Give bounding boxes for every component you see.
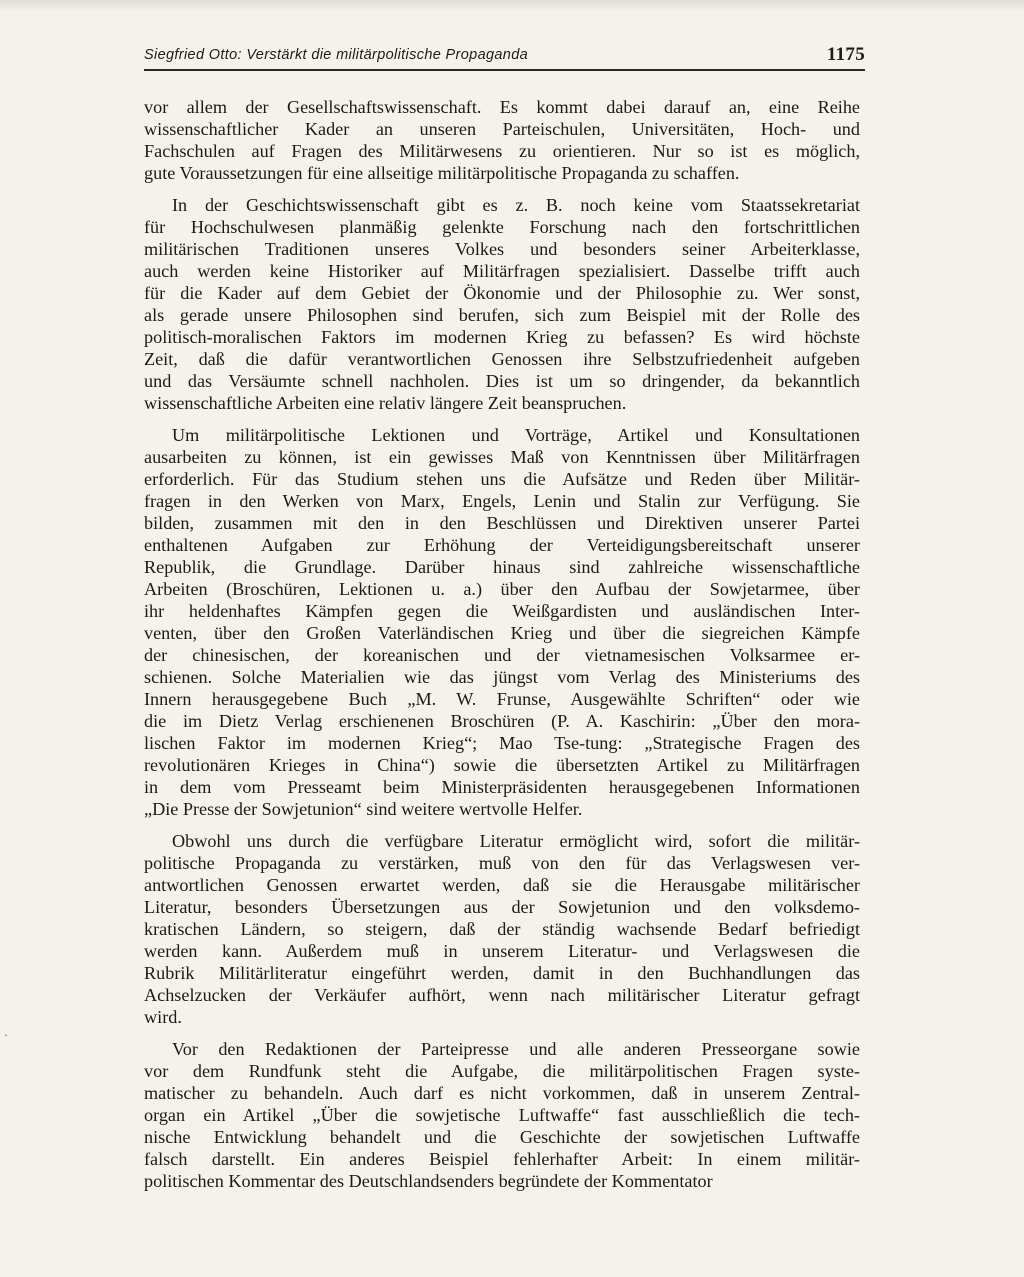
text-line: venten, über den Großen Vaterländischen Krieg und über die siegreichen Kämpfe bbox=[144, 623, 860, 643]
text-line: Fachschulen auf Fragen des Militärwesens zu orientieren. Nur so ist es möglich, bbox=[144, 141, 860, 161]
text-line: nische Entwicklung behandelt und die Geschichte der sowjetischen Luftwaffe bbox=[144, 1127, 860, 1147]
text-line: Arbeiten (Broschüren, Lektionen u. a.) über den Aufbau der Sowjetarmee, über bbox=[144, 579, 860, 599]
text-line: wissenschaftliche Arbeiten eine relativ längere Zeit beanspruchen. bbox=[144, 393, 627, 413]
text-line: „Die Presse der Sowjetunion“ sind weitere wertvolle Helfer. bbox=[144, 799, 583, 819]
margin-mark: · bbox=[4, 1028, 8, 1042]
text-line: Achselzucken der Verkäufer aufhört, wenn nach militärischer Literatur gefragt bbox=[144, 985, 860, 1005]
text-line: revolutionären Krieges in China“) sowie die übersetzten Artikel zu Militärfragen bbox=[144, 755, 860, 775]
text-line: in dem vom Presseamt beim Ministerpräsidenten herausgegebenen Informationen bbox=[144, 777, 860, 797]
text-line: matischer zu behandeln. Auch darf es nicht vorkommen, daß in unserem Zentral- bbox=[144, 1083, 860, 1103]
text-line: als gerade unsere Philosophen sind berufen, sich zum Beispiel mit der Rolle des bbox=[144, 305, 860, 325]
text-line: wird. bbox=[144, 1007, 182, 1027]
text-line: Um militärpolitische Lektionen und Vorträge, Artikel und Konsultationen bbox=[172, 425, 860, 445]
body-text bbox=[144, 96, 860, 1192]
text-line: auch werden keine Historiker auf Militärfragen spezialisiert. Dasselbe trifft auch bbox=[144, 261, 860, 281]
paragraph bbox=[144, 1038, 860, 1192]
text-line: Zeit, daß die dafür verantwortlichen Genossen ihre Selbstzufriedenheit aufgeben bbox=[144, 349, 860, 369]
text-line: für die Kader auf dem Gebiet der Ökonomie und der Philosophie zu. Wer sonst, bbox=[144, 283, 860, 303]
text-line: kratischen Ländern, so steigern, daß der ständig wachsende Bedarf befriedigt bbox=[144, 919, 860, 939]
text-line: die im Dietz Verlag erschienenen Broschüren (P. A. Kaschirin: „Über den mora- bbox=[144, 711, 860, 731]
text-line: ausarbeiten zu können, ist ein gewisses Maß von Kenntnissen über Militärfragen bbox=[144, 447, 860, 467]
text-line: für Hochschulwesen planmäßig gelenkte Forschung nach den fortschrittlichen bbox=[144, 217, 860, 237]
text-line: Literatur, besonders Übersetzungen aus der Sowjetunion und den volksdemo- bbox=[144, 897, 860, 917]
text-line: gute Voraussetzungen für eine allseitige militärpolitische Propaganda zu schaffen. bbox=[144, 163, 740, 183]
text-line: fragen in den Werken von Marx, Engels, Lenin und Stalin zur Verfügung. Sie bbox=[144, 491, 860, 511]
text-line: Obwohl uns durch die verfügbare Literatur ermöglicht wird, sofort die militär- bbox=[172, 831, 860, 851]
text-line: ihr heldenhaftes Kämpfen gegen die Weißgardisten und ausländischen Inter- bbox=[144, 601, 860, 621]
page-number: 1175 bbox=[826, 44, 865, 65]
text-line: Rubrik Militärliteratur eingeführt werden, damit in den Buchhandlungen das bbox=[144, 963, 860, 983]
text-line: der chinesischen, der koreanischen und der vietnamesischen Volksarmee er- bbox=[144, 645, 860, 665]
text-line: militärischen Traditionen unseres Volkes und besonders seiner Arbeiterklasse, bbox=[144, 239, 860, 259]
text-line: vor dem Rundfunk steht die Aufgabe, die militärpolitischen Fragen syste- bbox=[144, 1061, 860, 1081]
text-line: bilden, zusammen mit den in den Beschlüssen und Direktiven unserer Partei bbox=[144, 513, 860, 533]
text-line: wissenschaftlicher Kader an unseren Parteischulen, Universitäten, Hoch- und bbox=[144, 119, 860, 139]
text-line: politisch-moralischen Faktors im modernen Krieg zu befassen? Es wird höchste bbox=[144, 327, 860, 347]
text-line: vor allem der Gesellschaftswissenschaft. Es kommt dabei darauf an, eine Reihe bbox=[144, 97, 860, 117]
text-line: antwortlichen Genossen erwartet werden, daß sie die Herausgabe militärischer bbox=[144, 875, 860, 895]
paragraph bbox=[144, 96, 860, 184]
paragraph bbox=[144, 830, 860, 1028]
text-line: politischen Kommentar des Deutschlandsenders begründete der Kommentator bbox=[144, 1171, 713, 1191]
text-line: politische Propaganda zu verstärken, muß von den für das Verlagswesen ver- bbox=[144, 853, 860, 873]
text-line: Vor den Redaktionen der Parteipresse und alle anderen Presseorgane sowie bbox=[172, 1039, 860, 1059]
paragraph bbox=[144, 194, 860, 414]
text-line: schienen. Solche Materialien wie das jüngst vom Verlag des Ministeriums des bbox=[144, 667, 860, 687]
page-header bbox=[144, 44, 865, 72]
text-line: falsch darstellt. Ein anderes Beispiel fehlerhafter Arbeit: In einem militär- bbox=[144, 1149, 860, 1169]
text-line: werden kann. Außerdem muß in unserem Literatur- und Verlagswesen die bbox=[144, 941, 860, 961]
text-line: lischen Faktor im modernen Krieg“; Mao Tse-tung: „Strategische Fragen des bbox=[144, 733, 860, 753]
text-line: Republik, die Grundlage. Darüber hinaus sind zahlreiche wissenschaftliche bbox=[144, 557, 860, 577]
running-title: Siegfried Otto: Verstärkt die militärpolitische Propaganda bbox=[144, 47, 529, 63]
text-line: Innern herausgegebene Buch „M. W. Frunse, Ausgewählte Schriften“ oder wie bbox=[144, 689, 860, 709]
text-line: und das Versäumte schnell nachholen. Dies ist um so dringender, da bekanntlich bbox=[144, 371, 860, 391]
paragraph bbox=[144, 424, 860, 820]
text-line: organ ein Artikel „Über die sowjetische Luftwaffe“ fast ausschließlich die tech- bbox=[144, 1105, 860, 1125]
text-line: In der Geschichtswissenschaft gibt es z. B. noch keine vom Staatssekretariat bbox=[172, 195, 860, 215]
scan-edge-shadow bbox=[0, 0, 1024, 12]
header-rule bbox=[144, 69, 865, 71]
text-line: enthaltenen Aufgaben zur Erhöhung der Verteidigungsbereitschaft unserer bbox=[144, 535, 860, 555]
text-line: erforderlich. Für das Studium stehen uns die Aufsätze und Reden über Militär- bbox=[144, 469, 860, 489]
